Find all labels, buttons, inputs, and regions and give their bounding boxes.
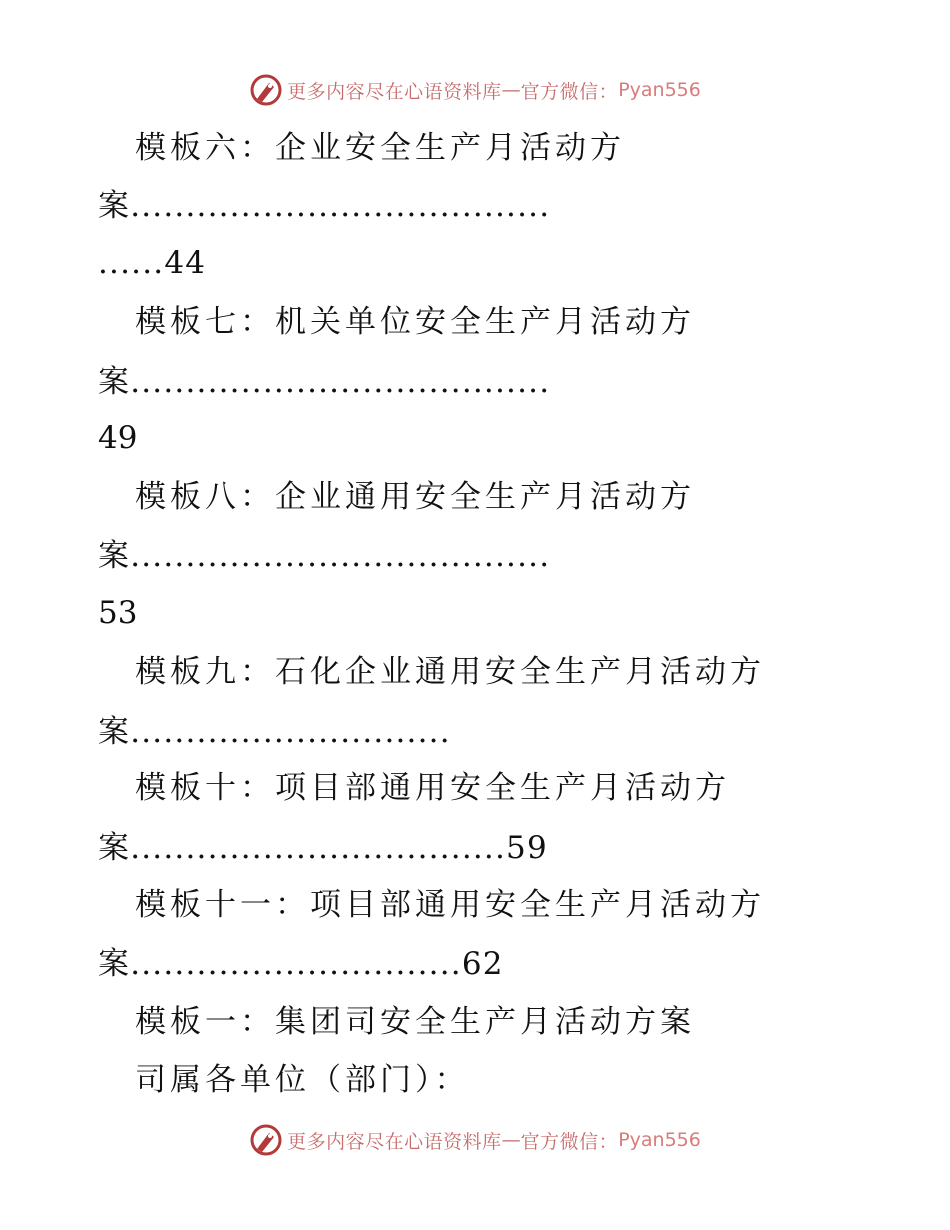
banner-account-label: 官方微信：	[520, 80, 619, 103]
pen-logo-icon	[249, 1123, 283, 1157]
toc-title: 模板十一：项目部通用安全生产月活动方	[135, 887, 765, 923]
toc-leader: 案..................................59	[98, 830, 548, 866]
banner-separator: —	[501, 1129, 521, 1151]
toc-title: 模板七：机关单位安全生产月活动方	[135, 304, 695, 340]
toc-leader: 案......................................	[98, 188, 551, 224]
footer-banner	[0, 1120, 950, 1160]
toc-title: 模板九：石化企业通用安全生产月活动方	[135, 654, 765, 690]
toc-leader: 案......................................	[98, 364, 551, 400]
toc-page-number: 53	[98, 595, 138, 631]
banner-account-label: 官方微信：	[520, 1130, 619, 1153]
banner-account: Pyan556	[618, 1129, 701, 1151]
toc-title: 模板八：企业通用安全生产月活动方	[135, 479, 695, 515]
toc-page-number: ......44	[98, 245, 207, 281]
banner-account: Pyan556	[618, 79, 701, 101]
toc-title: 模板十：项目部通用安全生产月活动方	[135, 770, 730, 806]
banner-text: 更多内容尽在心语资料库	[287, 80, 502, 103]
section-heading: 模板一：集团司安全生产月活动方案	[135, 1004, 695, 1040]
banner-separator: —	[501, 79, 521, 101]
toc-leader: 案.............................	[98, 714, 451, 750]
toc-leader: 案......................................	[98, 538, 551, 574]
pen-logo-icon	[249, 73, 283, 107]
toc-title: 模板六：企业安全生产月活动方	[135, 130, 625, 166]
header-banner	[0, 70, 950, 110]
toc-page-number: 49	[98, 420, 138, 456]
toc-leader: 案..............................62	[98, 946, 504, 982]
banner-text: 更多内容尽在心语资料库	[287, 1130, 502, 1153]
addressee-line: 司属各单位（部门）：	[135, 1062, 470, 1098]
